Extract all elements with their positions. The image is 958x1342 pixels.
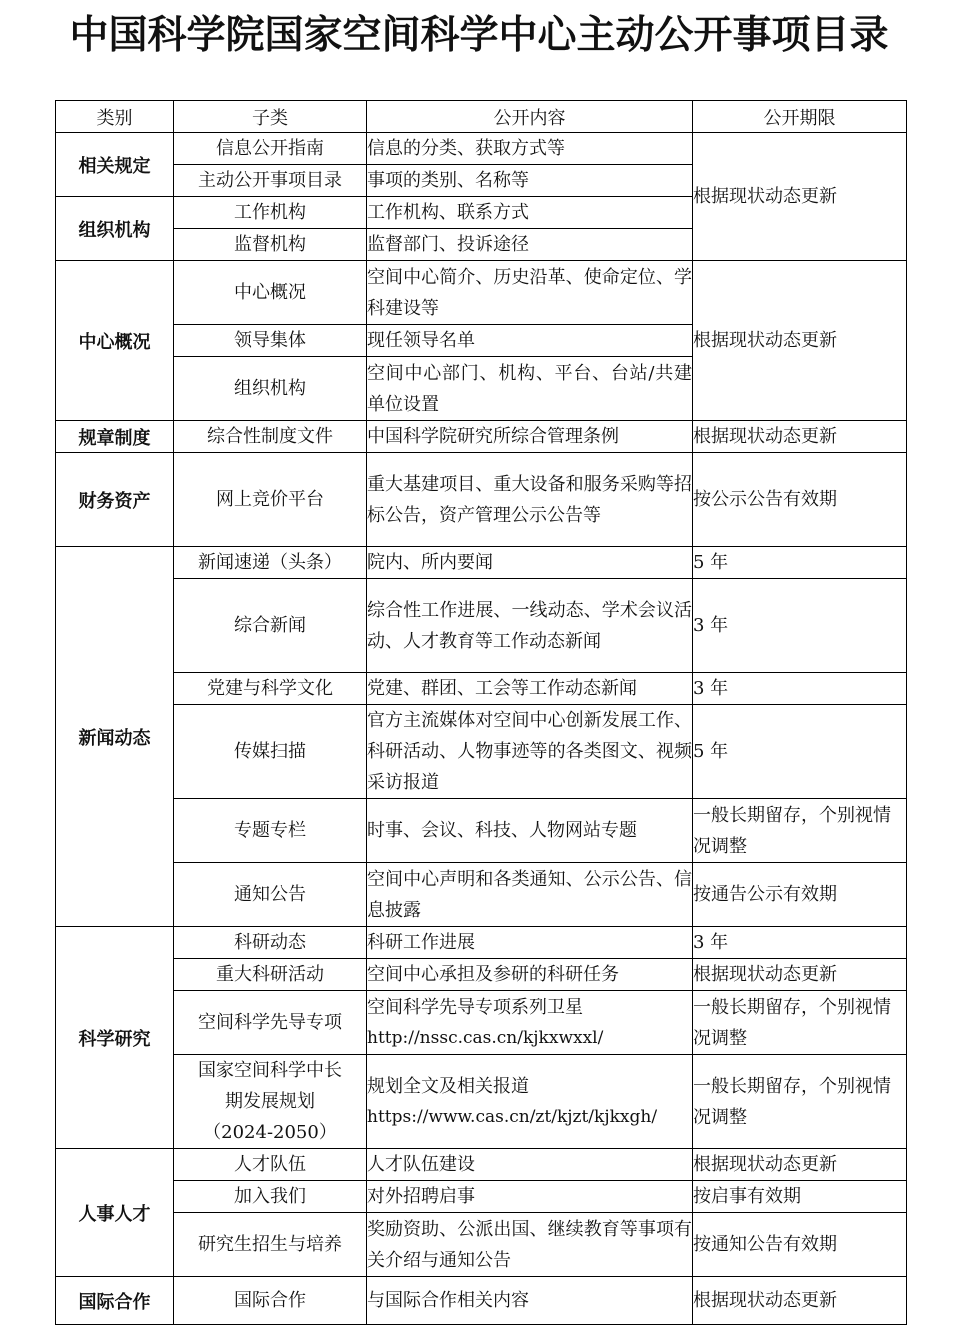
disclosure-catalog-table bbox=[55, 100, 907, 1325]
table-row bbox=[56, 799, 907, 863]
document-title: 中国科学院国家空间科学中心主动公开事项目录 bbox=[69, 13, 889, 58]
content-cell: 事项的类别、名称等 bbox=[367, 165, 693, 197]
subcategory-cell: 传媒扫描 bbox=[174, 705, 367, 799]
period-cell: 根据现状动态更新 bbox=[693, 1149, 907, 1181]
subcategory-cell: 空间科学先导专项 bbox=[174, 991, 367, 1055]
content-cell: 监督部门、投诉途径 bbox=[367, 229, 693, 261]
table-row bbox=[56, 673, 907, 705]
subcategory-cell: 人才队伍 bbox=[174, 1149, 367, 1181]
content-cell: 空间中心承担及参研的科研任务 bbox=[367, 959, 693, 991]
table-row bbox=[56, 453, 907, 547]
content-cell: 重大基建项目、重大设备和服务采购等招标公告，资产管理公示公告等 bbox=[367, 453, 693, 547]
period-cell: 按通告公示有效期 bbox=[693, 863, 907, 927]
period-cell: 根据现状动态更新 bbox=[693, 133, 907, 261]
content-cell: 奖励资助、公派出国、继续教育等事项有关介绍与通知公告 bbox=[367, 1213, 693, 1277]
subcategory-cell: 综合新闻 bbox=[174, 579, 367, 673]
period-cell: 3 年 bbox=[693, 673, 907, 705]
category-cell: 中心概况 bbox=[56, 261, 174, 421]
table-row bbox=[56, 863, 907, 927]
table-row bbox=[56, 547, 907, 579]
subcategory-cell: 信息公开指南 bbox=[174, 133, 367, 165]
period-cell: 根据现状动态更新 bbox=[693, 261, 907, 421]
category-cell: 组织机构 bbox=[56, 197, 174, 261]
content-cell: 对外招聘启事 bbox=[367, 1181, 693, 1213]
subcategory-cell: 通知公告 bbox=[174, 863, 367, 927]
table-row bbox=[56, 991, 907, 1055]
subcategory-cell: 专题专栏 bbox=[174, 799, 367, 863]
subcategory-cell: 党建与科学文化 bbox=[174, 673, 367, 705]
content-cell: 现任领导名单 bbox=[367, 325, 693, 357]
period-cell: 一般长期留存，个别视情况调整 bbox=[693, 991, 907, 1055]
subcategory-cell: 国际合作 bbox=[174, 1277, 367, 1325]
subcategory-cell: 监督机构 bbox=[174, 229, 367, 261]
subcategory-cell: 新闻速递（头条） bbox=[174, 547, 367, 579]
period-cell: 3 年 bbox=[693, 927, 907, 959]
period-cell: 按公示公告有效期 bbox=[693, 453, 907, 547]
subcategory-cell: 主动公开事项目录 bbox=[174, 165, 367, 197]
subcategory-cell: 研究生招生与培养 bbox=[174, 1213, 367, 1277]
content-cell: 综合性工作进展、一线动态、学术会议活动、人才教育等工作动态新闻 bbox=[367, 579, 693, 673]
header-subcategory: 子类 bbox=[174, 101, 367, 133]
table-row bbox=[56, 421, 907, 453]
category-cell: 人事人才 bbox=[56, 1149, 174, 1277]
subcategory-cell bbox=[174, 1055, 367, 1149]
table-row bbox=[56, 1277, 907, 1325]
development-plan-link[interactable]: https://www.cas.cn/zt/kjzt/kjkxgh/ bbox=[367, 1106, 658, 1127]
table-header-row bbox=[56, 101, 907, 133]
subcategory-cell: 中心概况 bbox=[174, 261, 367, 325]
table-row bbox=[56, 579, 907, 673]
subcategory-line: 国家空间科学中长 bbox=[198, 1060, 342, 1081]
subcategory-cell: 综合性制度文件 bbox=[174, 421, 367, 453]
content-cell: 科研工作进展 bbox=[367, 927, 693, 959]
period-cell: 5 年 bbox=[693, 705, 907, 799]
satellite-series-link[interactable]: http://nssc.cas.cn/kjkxwxxl/ bbox=[367, 1027, 604, 1048]
content-cell: 人才队伍建设 bbox=[367, 1149, 693, 1181]
content-cell: 时事、会议、科技、人物网站专题 bbox=[367, 799, 693, 863]
subcategory-cell: 科研动态 bbox=[174, 927, 367, 959]
subcategory-line: （2024-2050） bbox=[203, 1122, 337, 1143]
content-cell: 官方主流媒体对空间中心创新发展工作、科研活动、人物事迹等的各类图文、视频采访报道 bbox=[367, 705, 693, 799]
subcategory-cell: 网上竞价平台 bbox=[174, 453, 367, 547]
content-cell: 信息的分类、获取方式等 bbox=[367, 133, 693, 165]
category-cell: 财务资产 bbox=[56, 453, 174, 547]
content-cell: 院内、所内要闻 bbox=[367, 547, 693, 579]
subcategory-cell: 组织机构 bbox=[174, 357, 367, 421]
content-cell: 与国际合作相关内容 bbox=[367, 1277, 693, 1325]
content-cell: 空间中心声明和各类通知、公示公告、信息披露 bbox=[367, 863, 693, 927]
period-cell: 按启事有效期 bbox=[693, 1181, 907, 1213]
content-cell: 空间中心简介、历史沿革、使命定位、学科建设等 bbox=[367, 261, 693, 325]
header-content: 公开内容 bbox=[367, 101, 693, 133]
header-period: 公开期限 bbox=[693, 101, 907, 133]
subcategory-line: 期发展规划 bbox=[225, 1091, 315, 1112]
content-text: 规划全文及相关报道 bbox=[367, 1075, 529, 1097]
table-row bbox=[56, 1181, 907, 1213]
content-cell: 空间中心部门、机构、平台、台站/共建单位设置 bbox=[367, 357, 693, 421]
table-row bbox=[56, 927, 907, 959]
category-cell: 相关规定 bbox=[56, 133, 174, 197]
subcategory-cell: 工作机构 bbox=[174, 197, 367, 229]
table-row bbox=[56, 1055, 907, 1149]
period-cell: 根据现状动态更新 bbox=[693, 1277, 907, 1325]
period-cell: 一般长期留存，个别视情况调整 bbox=[693, 799, 907, 863]
content-cell bbox=[367, 991, 693, 1055]
content-cell: 党建、群团、工会等工作动态新闻 bbox=[367, 673, 693, 705]
period-cell: 5 年 bbox=[693, 547, 907, 579]
table-row bbox=[56, 1213, 907, 1277]
period-cell: 根据现状动态更新 bbox=[693, 421, 907, 453]
subcategory-cell: 加入我们 bbox=[174, 1181, 367, 1213]
period-cell: 一般长期留存，个别视情况调整 bbox=[693, 1055, 907, 1149]
subcategory-cell: 重大科研活动 bbox=[174, 959, 367, 991]
table-row bbox=[56, 261, 907, 325]
category-cell: 新闻动态 bbox=[56, 547, 174, 927]
content-cell: 工作机构、联系方式 bbox=[367, 197, 693, 229]
period-cell: 3 年 bbox=[693, 579, 907, 673]
period-cell: 根据现状动态更新 bbox=[693, 959, 907, 991]
category-cell: 国际合作 bbox=[56, 1277, 174, 1325]
content-cell bbox=[367, 1055, 693, 1149]
subcategory-cell: 领导集体 bbox=[174, 325, 367, 357]
table-row bbox=[56, 959, 907, 991]
category-cell: 科学研究 bbox=[56, 927, 174, 1149]
table-row bbox=[56, 705, 907, 799]
category-cell: 规章制度 bbox=[56, 421, 174, 453]
period-cell: 按通知公告有效期 bbox=[693, 1213, 907, 1277]
content-cell: 中国科学院研究所综合管理条例 bbox=[367, 421, 693, 453]
table-row bbox=[56, 1149, 907, 1181]
table-row bbox=[56, 133, 907, 165]
content-text: 空间科学先导专项系列卫星 bbox=[367, 996, 583, 1018]
header-category: 类别 bbox=[56, 101, 174, 133]
